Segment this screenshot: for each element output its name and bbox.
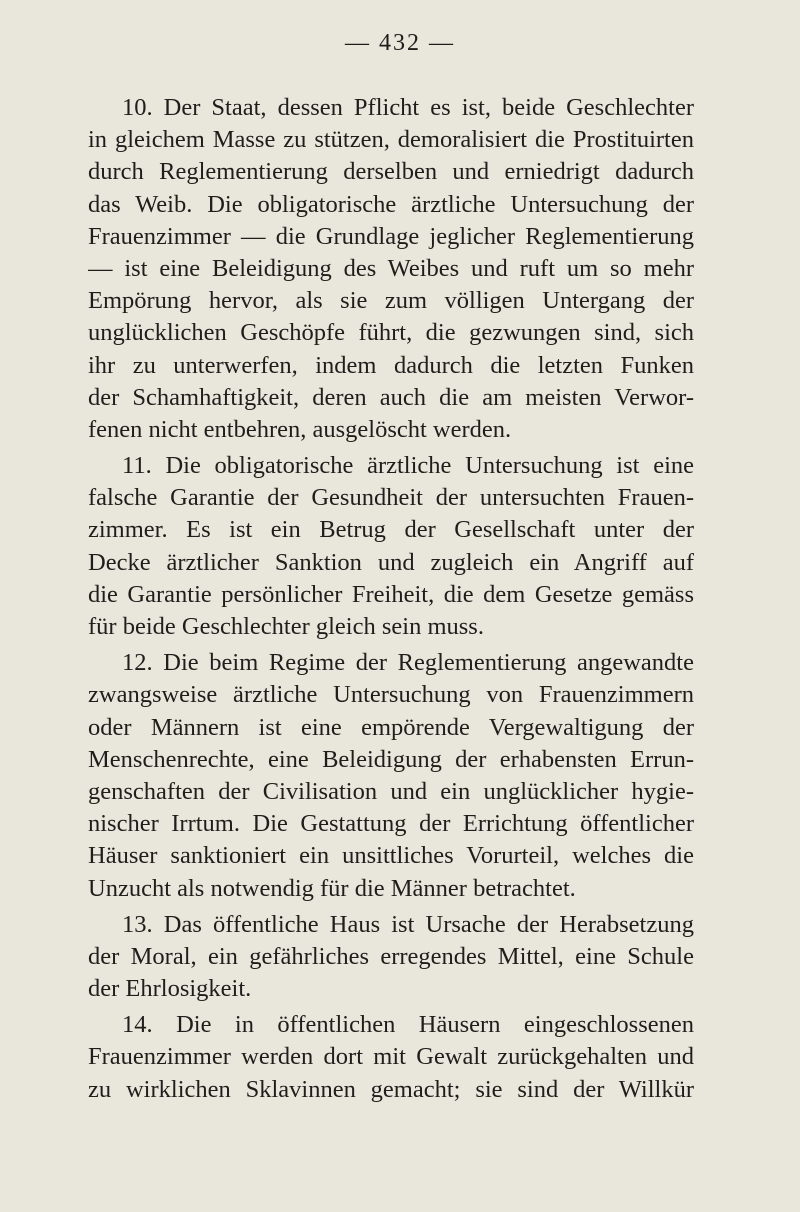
text-line: unglücklichen Geschöpfe führt, die gezwungen sind, sich — [88, 319, 694, 347]
text-line: zimmer. Es ist ein Betrug der Gesellschaft unter der — [88, 516, 694, 544]
text-line: Unzucht als notwendig für die Männer betrachtet. — [88, 874, 576, 902]
page-number: — 432 — — [345, 30, 455, 56]
text-line: zu wirklichen Sklavinnen gemacht; sie sind der Willkür — [88, 1075, 694, 1103]
text-line: oder Männern ist eine empörende Vergewaltigung der — [88, 713, 694, 741]
text-line: für beide Geschlechter gleich sein muss. — [88, 613, 484, 640]
text-line: — ist eine Beleidigung des Weibes und ruft um so mehr — [88, 254, 694, 282]
text-line: falsche Garantie der Gesundheit der untersuchten Frauen- — [88, 484, 694, 512]
text-line: Häuser sanktioniert ein unsittliches Vorurteil, welches die — [88, 842, 694, 870]
text-line: Empörung hervor, als sie zum völligen Untergang der — [88, 287, 694, 315]
text-line: 14. Die in öffentlichen Häusern eingeschlossenen — [122, 1011, 694, 1039]
text-line: Frauenzimmer — die Grundlage jeglicher Reglementierung — [88, 222, 694, 250]
text-line: genschaften der Civilisation und ein unglücklicher hygie- — [88, 777, 694, 805]
text-line: Decke ärztlicher Sanktion und zugleich ein Angriff auf — [88, 548, 694, 576]
text-line: fenen nicht entbehren, ausgelöscht werden. — [88, 415, 512, 443]
text-line: 13. Das öffentliche Haus ist Ursache der Herabsetzung — [122, 910, 694, 938]
paragraph-13 — [88, 909, 694, 1006]
text-line: 10. Der Staat, dessen Pflicht es ist, beide Geschlechter — [122, 94, 694, 121]
paragraph-11 — [88, 450, 694, 643]
text-line: der Moral, ein gefährliches erregendes Mittel, eine Schule — [88, 942, 694, 970]
paragraph-12 — [88, 647, 694, 905]
text-line: in gleichem Masse zu stützen, demoralisiert die Prostituirten — [88, 126, 694, 154]
text-line: der Schamhaftigkeit, deren auch die am meisten Verwor- — [88, 383, 694, 411]
text-line: der Ehrlosigkeit. — [88, 975, 252, 1003]
text-line: nischer Irrtum. Die Gestattung der Errichtung öffentlicher — [88, 810, 694, 838]
text-line: Menschenrechte, eine Beleidigung der erhabensten Errun- — [88, 745, 694, 773]
text-line: 12. Die beim Regime der Reglementierung angewandte — [122, 649, 694, 677]
text-line: ihr zu unterwerfen, indem dadurch die letzten Funken — [88, 351, 694, 379]
body-text — [88, 92, 694, 1110]
text-line: Frauenzimmer werden dort mit Gewalt zurückgehalten und — [88, 1043, 694, 1071]
paragraph-10 — [88, 92, 694, 446]
text-line: 11. Die obligatorische ärztliche Untersuchung ist eine — [122, 452, 694, 480]
text-line: zwangsweise ärztliche Untersuchung von Frauenzimmern — [88, 681, 694, 709]
paragraph-14 — [88, 1009, 694, 1106]
text-line: durch Reglementierung derselben und erniedrigt dadurch — [88, 158, 694, 186]
text-line: das Weib. Die obligatorische ärztliche Untersuchung der — [88, 190, 694, 218]
text-line: die Garantie persönlicher Freiheit, die dem Gesetze gemäss — [88, 580, 694, 608]
